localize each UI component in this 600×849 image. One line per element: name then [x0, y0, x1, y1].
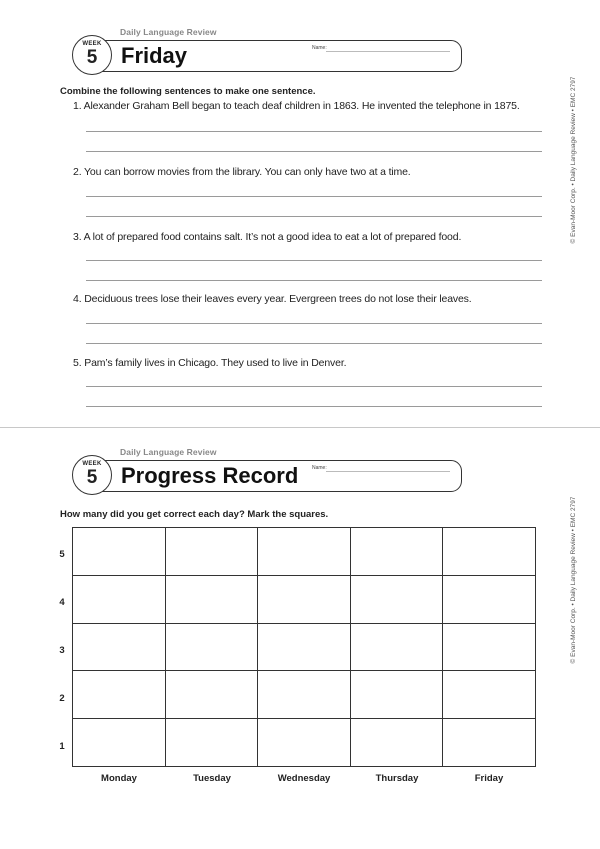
- grid-square[interactable]: [351, 624, 444, 672]
- y-label-1: 1: [59, 741, 65, 752]
- name-label: Name:: [312, 465, 327, 471]
- y-label-4: 4: [59, 597, 65, 608]
- week-number: 5: [86, 47, 98, 68]
- instructions: How many did you get correct each day? Mark the squares.: [60, 509, 329, 520]
- question-3: 3. A lot of prepared food contains salt. It’s not a good idea to eat a lot of prepared food.: [73, 231, 462, 243]
- progress-grid: [72, 527, 536, 767]
- grid-square[interactable]: [351, 671, 444, 719]
- name-label: Name:: [312, 45, 327, 51]
- side-copyright-wrap: [570, 40, 582, 280]
- grid-square[interactable]: [73, 671, 166, 719]
- page-title: Friday: [121, 43, 188, 68]
- grid-square[interactable]: [443, 576, 536, 624]
- day-label-friday: Friday: [474, 773, 504, 784]
- series-title: Daily Language Review: [120, 27, 217, 37]
- week-label: WEEK: [82, 41, 102, 47]
- grid-square[interactable]: [351, 528, 444, 576]
- grid-square[interactable]: [351, 719, 444, 767]
- day-label-tuesday: Tuesday: [193, 773, 231, 784]
- y-label-3: 3: [59, 645, 65, 656]
- answer-line[interactable]: [86, 131, 542, 132]
- answer-line[interactable]: [86, 406, 542, 407]
- grid-square[interactable]: [73, 528, 166, 576]
- grid-square[interactable]: [73, 576, 166, 624]
- answer-line[interactable]: [86, 323, 542, 324]
- grid-square[interactable]: [351, 576, 444, 624]
- grid-square[interactable]: [258, 576, 351, 624]
- question-5: 5. Pam’s family lives in Chicago. They used to live in Denver.: [73, 357, 347, 369]
- grid-square[interactable]: [443, 528, 536, 576]
- grid-square[interactable]: [166, 671, 259, 719]
- day-label-monday: Monday: [101, 773, 137, 784]
- grid-square[interactable]: [258, 671, 351, 719]
- instructions: Combine the following sentences to make one sentence.: [60, 86, 316, 97]
- grid-square[interactable]: [166, 576, 259, 624]
- grid-square[interactable]: [258, 528, 351, 576]
- answer-line[interactable]: [86, 343, 542, 344]
- grid-square[interactable]: [73, 719, 166, 767]
- grid-square[interactable]: [443, 624, 536, 672]
- copyright-text: © Evan-Moor Corp. • Daily Language Review • EMC 2797: [570, 496, 577, 664]
- answer-line[interactable]: [86, 151, 542, 152]
- series-title: Daily Language Review: [120, 447, 217, 457]
- answer-line[interactable]: [86, 196, 542, 197]
- day-label-wednesday: Wednesday: [277, 773, 331, 784]
- page-title: Progress Record: [121, 463, 299, 488]
- question-2: 2. You can borrow movies from the library. You can only have two at a time.: [73, 166, 411, 178]
- grid-square[interactable]: [166, 528, 259, 576]
- week-badge: [72, 35, 112, 75]
- side-copyright-wrap: [570, 460, 582, 700]
- week-number: 5: [86, 467, 98, 488]
- question-4: 4. Deciduous trees lose their leaves every year. Evergreen trees do not lose their leaves.: [73, 293, 472, 305]
- answer-line[interactable]: [86, 216, 542, 217]
- grid-square[interactable]: [258, 624, 351, 672]
- copyright-text: © Evan-Moor Corp. • Daily Language Review • EMC 2797: [570, 76, 577, 244]
- grid-square[interactable]: [443, 671, 536, 719]
- question-1: 1. Alexander Graham Bell began to teach deaf children in 1863. He invented the telephone in 1875.: [73, 100, 520, 112]
- name-line[interactable]: [326, 471, 450, 472]
- day-label-thursday: Thursday: [375, 773, 419, 784]
- answer-line[interactable]: [86, 386, 542, 387]
- grid-square[interactable]: [443, 719, 536, 767]
- answer-line[interactable]: [86, 280, 542, 281]
- y-label-5: 5: [59, 549, 65, 560]
- name-line[interactable]: [326, 51, 450, 52]
- week-label: WEEK: [82, 461, 102, 467]
- answer-line[interactable]: [86, 260, 542, 261]
- page-divider: [0, 427, 600, 428]
- grid-square[interactable]: [258, 719, 351, 767]
- grid-square[interactable]: [166, 719, 259, 767]
- grid-square[interactable]: [73, 624, 166, 672]
- grid-square[interactable]: [166, 624, 259, 672]
- y-label-2: 2: [59, 693, 65, 704]
- week-badge: [72, 455, 112, 495]
